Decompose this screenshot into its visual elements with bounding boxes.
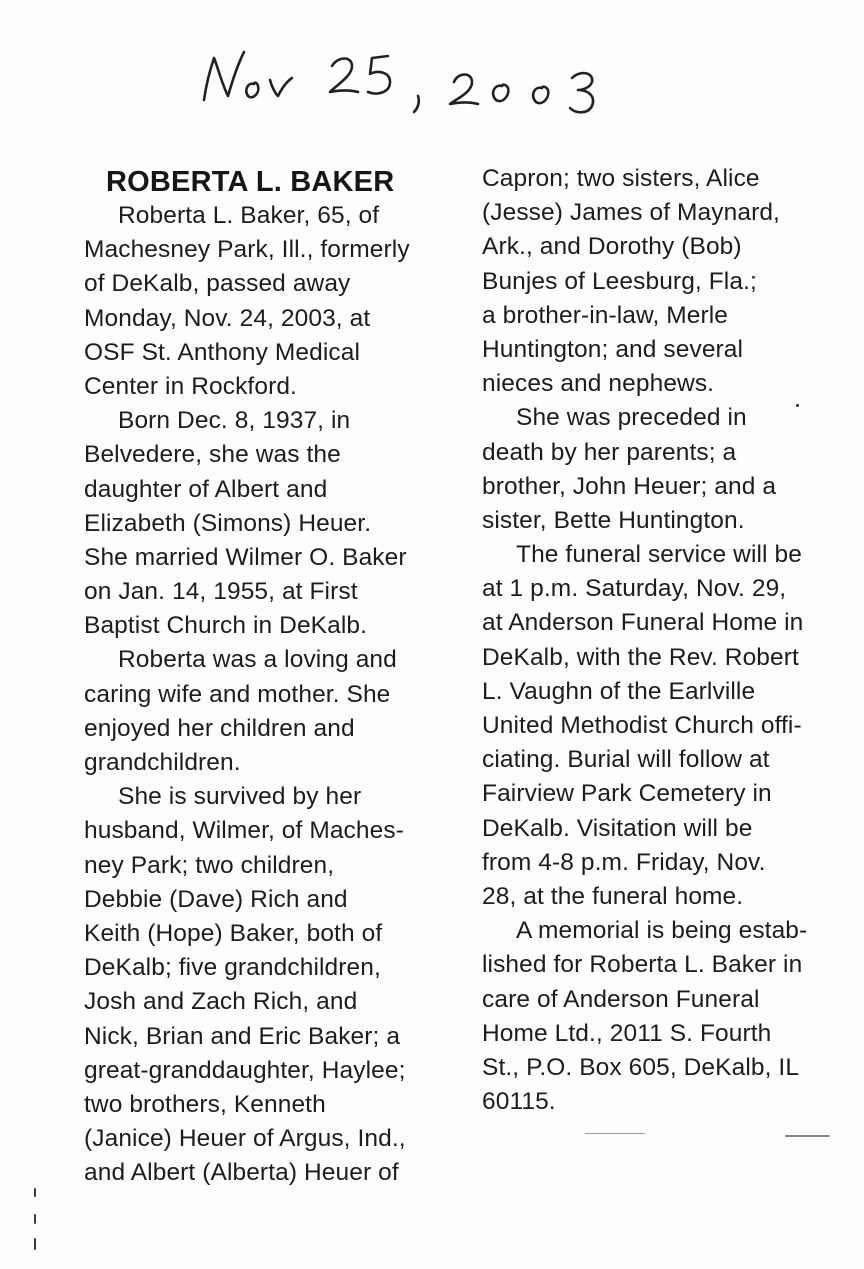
text-line: Keith (Hope) Baker, both of xyxy=(84,919,383,947)
text-line: (Janice) Heuer of Argus, Ind., xyxy=(84,1125,406,1153)
text-line: United Methodist Church offi- xyxy=(482,712,802,739)
text-line: She married Wilmer O. Baker xyxy=(84,543,407,571)
text-line: Born Dec. 8, 1937, in xyxy=(118,407,351,435)
text-line: St., P.O. Box 605, DeKalb, IL xyxy=(482,1053,800,1081)
text-line: 28, at the funeral home. xyxy=(482,882,744,910)
text-line: of DeKalb, passed away xyxy=(84,270,351,298)
handwritten-date-drawing xyxy=(192,38,622,128)
text-line: ney Park; two children, xyxy=(84,851,335,879)
text-line: at 1 p.m. Saturday, Nov. 29, xyxy=(482,575,787,603)
text-line: lished for Roberta L. Baker in xyxy=(482,951,803,979)
text-line: great-granddaughter, Haylee; xyxy=(84,1056,406,1084)
scan-speck xyxy=(34,1214,36,1224)
text-line: Debbie (Dave) Rich and xyxy=(84,885,348,913)
text-line: a brother-in-law, Merle xyxy=(482,301,729,329)
text-line: Center in Rockford. xyxy=(84,372,297,400)
text-line: DeKalb; five grandchildren, xyxy=(84,954,381,982)
text-line: The funeral service will be xyxy=(516,541,802,569)
text-line: Belvedere, she was the xyxy=(84,441,341,469)
text-line: care of Anderson Funeral xyxy=(482,985,760,1013)
text-line: enjoyed her children and xyxy=(84,714,355,742)
text-line: nieces and nephews. xyxy=(482,370,715,398)
text-line: caring wife and mother. She xyxy=(84,680,391,708)
scan-speck xyxy=(34,1188,36,1197)
text-line: Huntington; and several xyxy=(482,335,744,363)
text-line: Josh and Zach Rich, and xyxy=(84,988,358,1016)
text-line: on Jan. 14, 1955, at First xyxy=(84,578,358,606)
text-line: She was preceded in xyxy=(516,404,747,432)
text-line: Home Ltd., 2011 S. Fourth xyxy=(482,1019,772,1047)
text-line: ciating. Burial will follow at xyxy=(482,746,770,774)
text-line: from 4-8 p.m. Friday, Nov. xyxy=(482,848,766,876)
text-line: brother, John Heuer; and a xyxy=(482,472,777,500)
left-column xyxy=(84,199,464,1190)
text-line: Baptist Church in DeKalb. xyxy=(84,612,368,640)
text-line: Monday, Nov. 24, 2003, at xyxy=(84,304,371,332)
text-line: Roberta L. Baker, 65, of xyxy=(118,202,380,229)
text-line: DeKalb, with the Rev. Robert xyxy=(482,643,799,671)
scan-speck xyxy=(34,1238,36,1250)
text-line: She is survived by her xyxy=(118,783,362,811)
text-line: grandchildren. xyxy=(84,749,241,776)
text-line: 60115. xyxy=(482,1088,556,1116)
text-line: Elizabeth (Simons) Heuer. xyxy=(84,509,372,537)
text-line: death by her parents; a xyxy=(482,438,737,466)
scan-speck xyxy=(785,1135,830,1137)
text-line: Roberta was a loving and xyxy=(118,646,397,674)
text-line: Bunjes of Leesburg, Fla.; xyxy=(482,267,757,295)
text-line: DeKalb. Visitation will be xyxy=(482,814,753,842)
text-line: Ark., and Dorothy (Bob) xyxy=(482,233,742,261)
text-line: L. Vaughn of the Earlville xyxy=(482,677,756,705)
text-line: and Albert (Alberta) Heuer of xyxy=(84,1159,399,1187)
text-line: at Anderson Funeral Home in xyxy=(482,609,804,637)
text-line: sister, Bette Huntington. xyxy=(482,506,745,534)
text-line: daughter of Albert and xyxy=(84,475,328,503)
text-line: Capron; two sisters, Alice xyxy=(482,165,760,192)
handwritten-date xyxy=(192,38,622,128)
right-column xyxy=(482,162,852,1119)
text-line: two brothers, Kenneth xyxy=(84,1090,326,1118)
text-line: A memorial is being estab- xyxy=(516,917,808,945)
scan-speck xyxy=(585,1133,645,1134)
obituary-headline: ROBERTA L. BAKER xyxy=(106,166,395,198)
text-line: Nick, Brian and Eric Baker; a xyxy=(84,1022,401,1050)
text-line: OSF St. Anthony Medical xyxy=(84,338,361,366)
text-line: (Jesse) James of Maynard, xyxy=(482,199,780,227)
text-line: Machesney Park, Ill., formerly xyxy=(84,236,410,264)
text-line: Fairview Park Cemetery in xyxy=(482,780,772,808)
scan-speck xyxy=(796,404,799,407)
text-line: husband, Wilmer, of Maches- xyxy=(84,817,404,845)
